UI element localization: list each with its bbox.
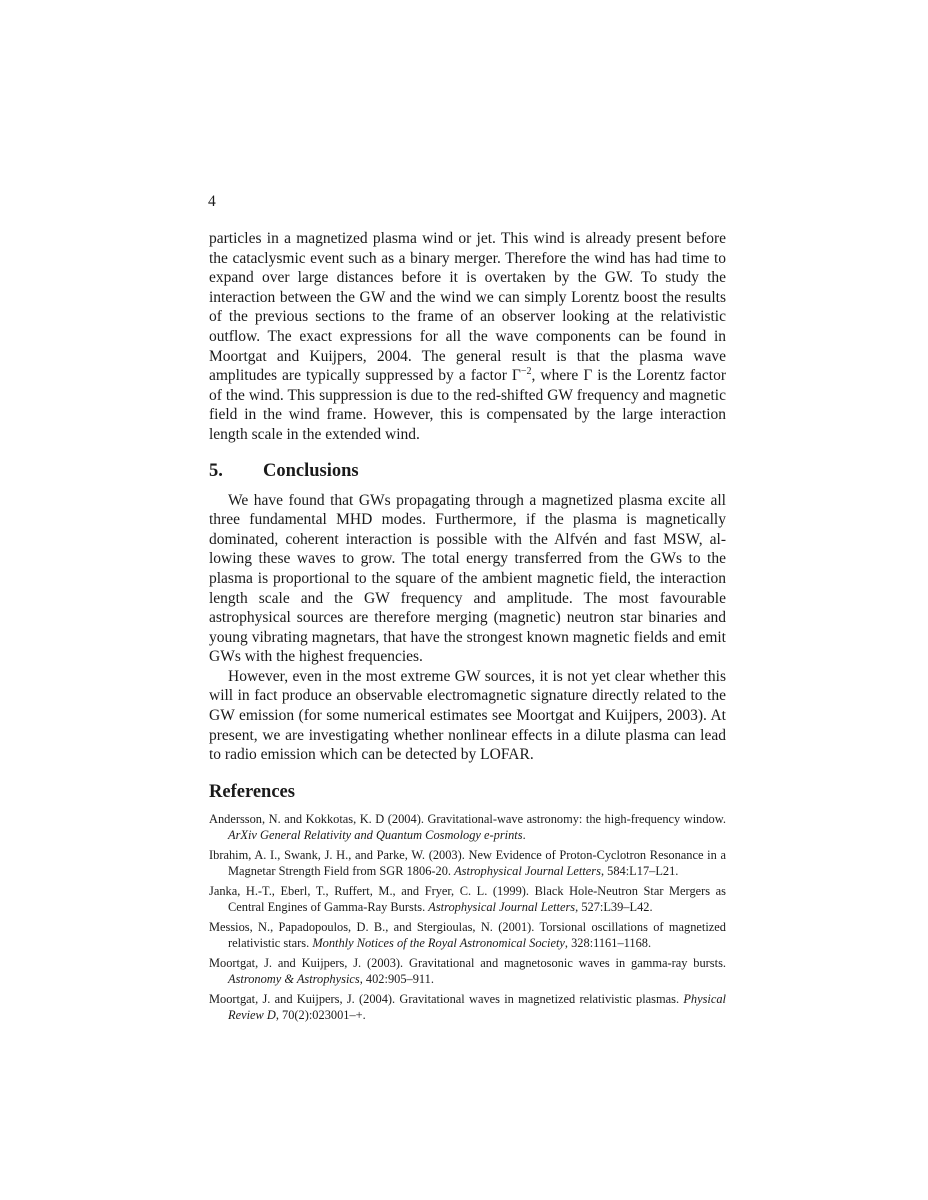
- reference-venue: ArXiv General Relativity and Quantum Cosmology e-prints: [228, 828, 523, 843]
- page-number: 4: [208, 193, 216, 210]
- intro-text-end: , where Γ is the Lorentz factor of the wind. This suppression is due to the red-shifted GW frequency and magnetic field in the wind frame. However, this is compensated by the large interaction length scale in the extended wind.: [209, 367, 726, 443]
- section-title: Conclusions: [263, 460, 359, 481]
- reference-details: .: [522, 828, 526, 843]
- reference-authors-title: Janka, H.-T., Eberl, T., Ruffert, M., and Fryer, C. L. (1999). Black Hole-Neutron Star Mergers as Central Engines of Gamma-Ray Bursts.: [209, 883, 726, 915]
- reference-details: , 527:L39–L42.: [575, 900, 653, 915]
- reference-venue: Monthly Notices of the Royal Astronomical Society: [312, 936, 565, 951]
- reference-authors-title: Moortgat, J. and Kuijpers, J. (2003). Gravitational and magnetosonic waves in gamma-ray bursts.: [209, 955, 726, 970]
- gamma-exponent: −2: [520, 366, 532, 377]
- intro-paragraph: [209, 229, 726, 445]
- reference-item: [209, 883, 726, 916]
- main-column: [209, 229, 726, 1027]
- reference-details: , 402:905–911.: [359, 972, 434, 987]
- conclusions-paragraph-2: However, even in the most extreme GW sources, it is not yet clear whether this will in fact produce an observable electromagnetic signature directly related to the GW emission (for some numerical estimates see Moortgat and Kuijpers, 2003). At present, we are investigating whether nonlinear effects in a dilute plasma can lead to radio emission which can be detected by LOFAR.: [209, 667, 726, 764]
- reference-venue: Physical Review D: [228, 991, 726, 1023]
- section-heading-conclusions: [209, 460, 726, 482]
- reference-authors-title: Moortgat, J. and Kuijpers, J. (2004). Gravitational waves in magnetized relativistic plasmas.: [209, 991, 684, 1006]
- references-heading: References: [209, 781, 295, 802]
- conclusions-paragraph-1: We have found that GWs propagating through a magnetized plasma excite all three fundamental MHD modes. Furthermore, if the plasma is magnetically dominated, coherent interaction is possible with the Alfvén and fast MSW, allowing these waves to grow. The total energy transferred from the GWs to the plasma is proportional to the square of the ambient magnetic field, the interaction length scale and the GW frequency and amplitude. The most favourable astrophysical sources are therefore merging (magnetic) neutron star binaries and young vibrating magnetars, that have the strongest known magnetic fields and emit GWs with the highest frequencies.: [209, 491, 726, 666]
- reference-venue: Astrophysical Journal Letters: [428, 900, 576, 915]
- section-number: 5.: [209, 460, 223, 481]
- reference-item: [209, 991, 726, 1024]
- reference-item: [209, 811, 726, 844]
- reference-details: , 584:L17–L21.: [600, 864, 679, 879]
- reference-list: [209, 811, 726, 1024]
- reference-authors-title: Andersson, N. and Kokkotas, K. D (2004). Gravitational-wave astronomy: the high-frequency window.: [209, 811, 726, 826]
- reference-venue: Astronomy & Astrophysics: [228, 972, 360, 987]
- reference-item: [209, 955, 726, 988]
- reference-details: , 328:1161–1168.: [564, 936, 652, 951]
- intro-text-start: particles in a magnetized plasma wind or jet. This wind is already present before the cataclysmic event such as a binary merger. Therefore the wind has had time to expand over large distances before it is overtaken by the GW. To study the interaction between the GW and the wind we can simply Lorentz boost the results of the previous sections to the frame of an observer looking at the relativistic outflow. The exact expressions for all the wave components can be found in Moortgat and Kuijpers, 2004. The general result is that the plasma wave amplitudes are typically suppressed by a factor Γ: [209, 230, 726, 385]
- reference-venue: Astrophysical Journal Letters: [454, 864, 601, 879]
- reference-authors-title: Messios, N., Papadopoulos, D. B., and Stergioulas, N. (2001). Torsional oscillations of magnetized relativistic stars.: [209, 919, 726, 951]
- reference-details: , 70(2):023001–+.: [275, 1008, 366, 1023]
- reference-item: [209, 847, 726, 880]
- reference-item: [209, 919, 726, 952]
- reference-authors-title: Ibrahim, A. I., Swank, J. H., and Parke, W. (2003). New Evidence of Proton-Cyclotron Resonance in a Magnetar Strength Field from SGR 1806-20.: [209, 847, 726, 879]
